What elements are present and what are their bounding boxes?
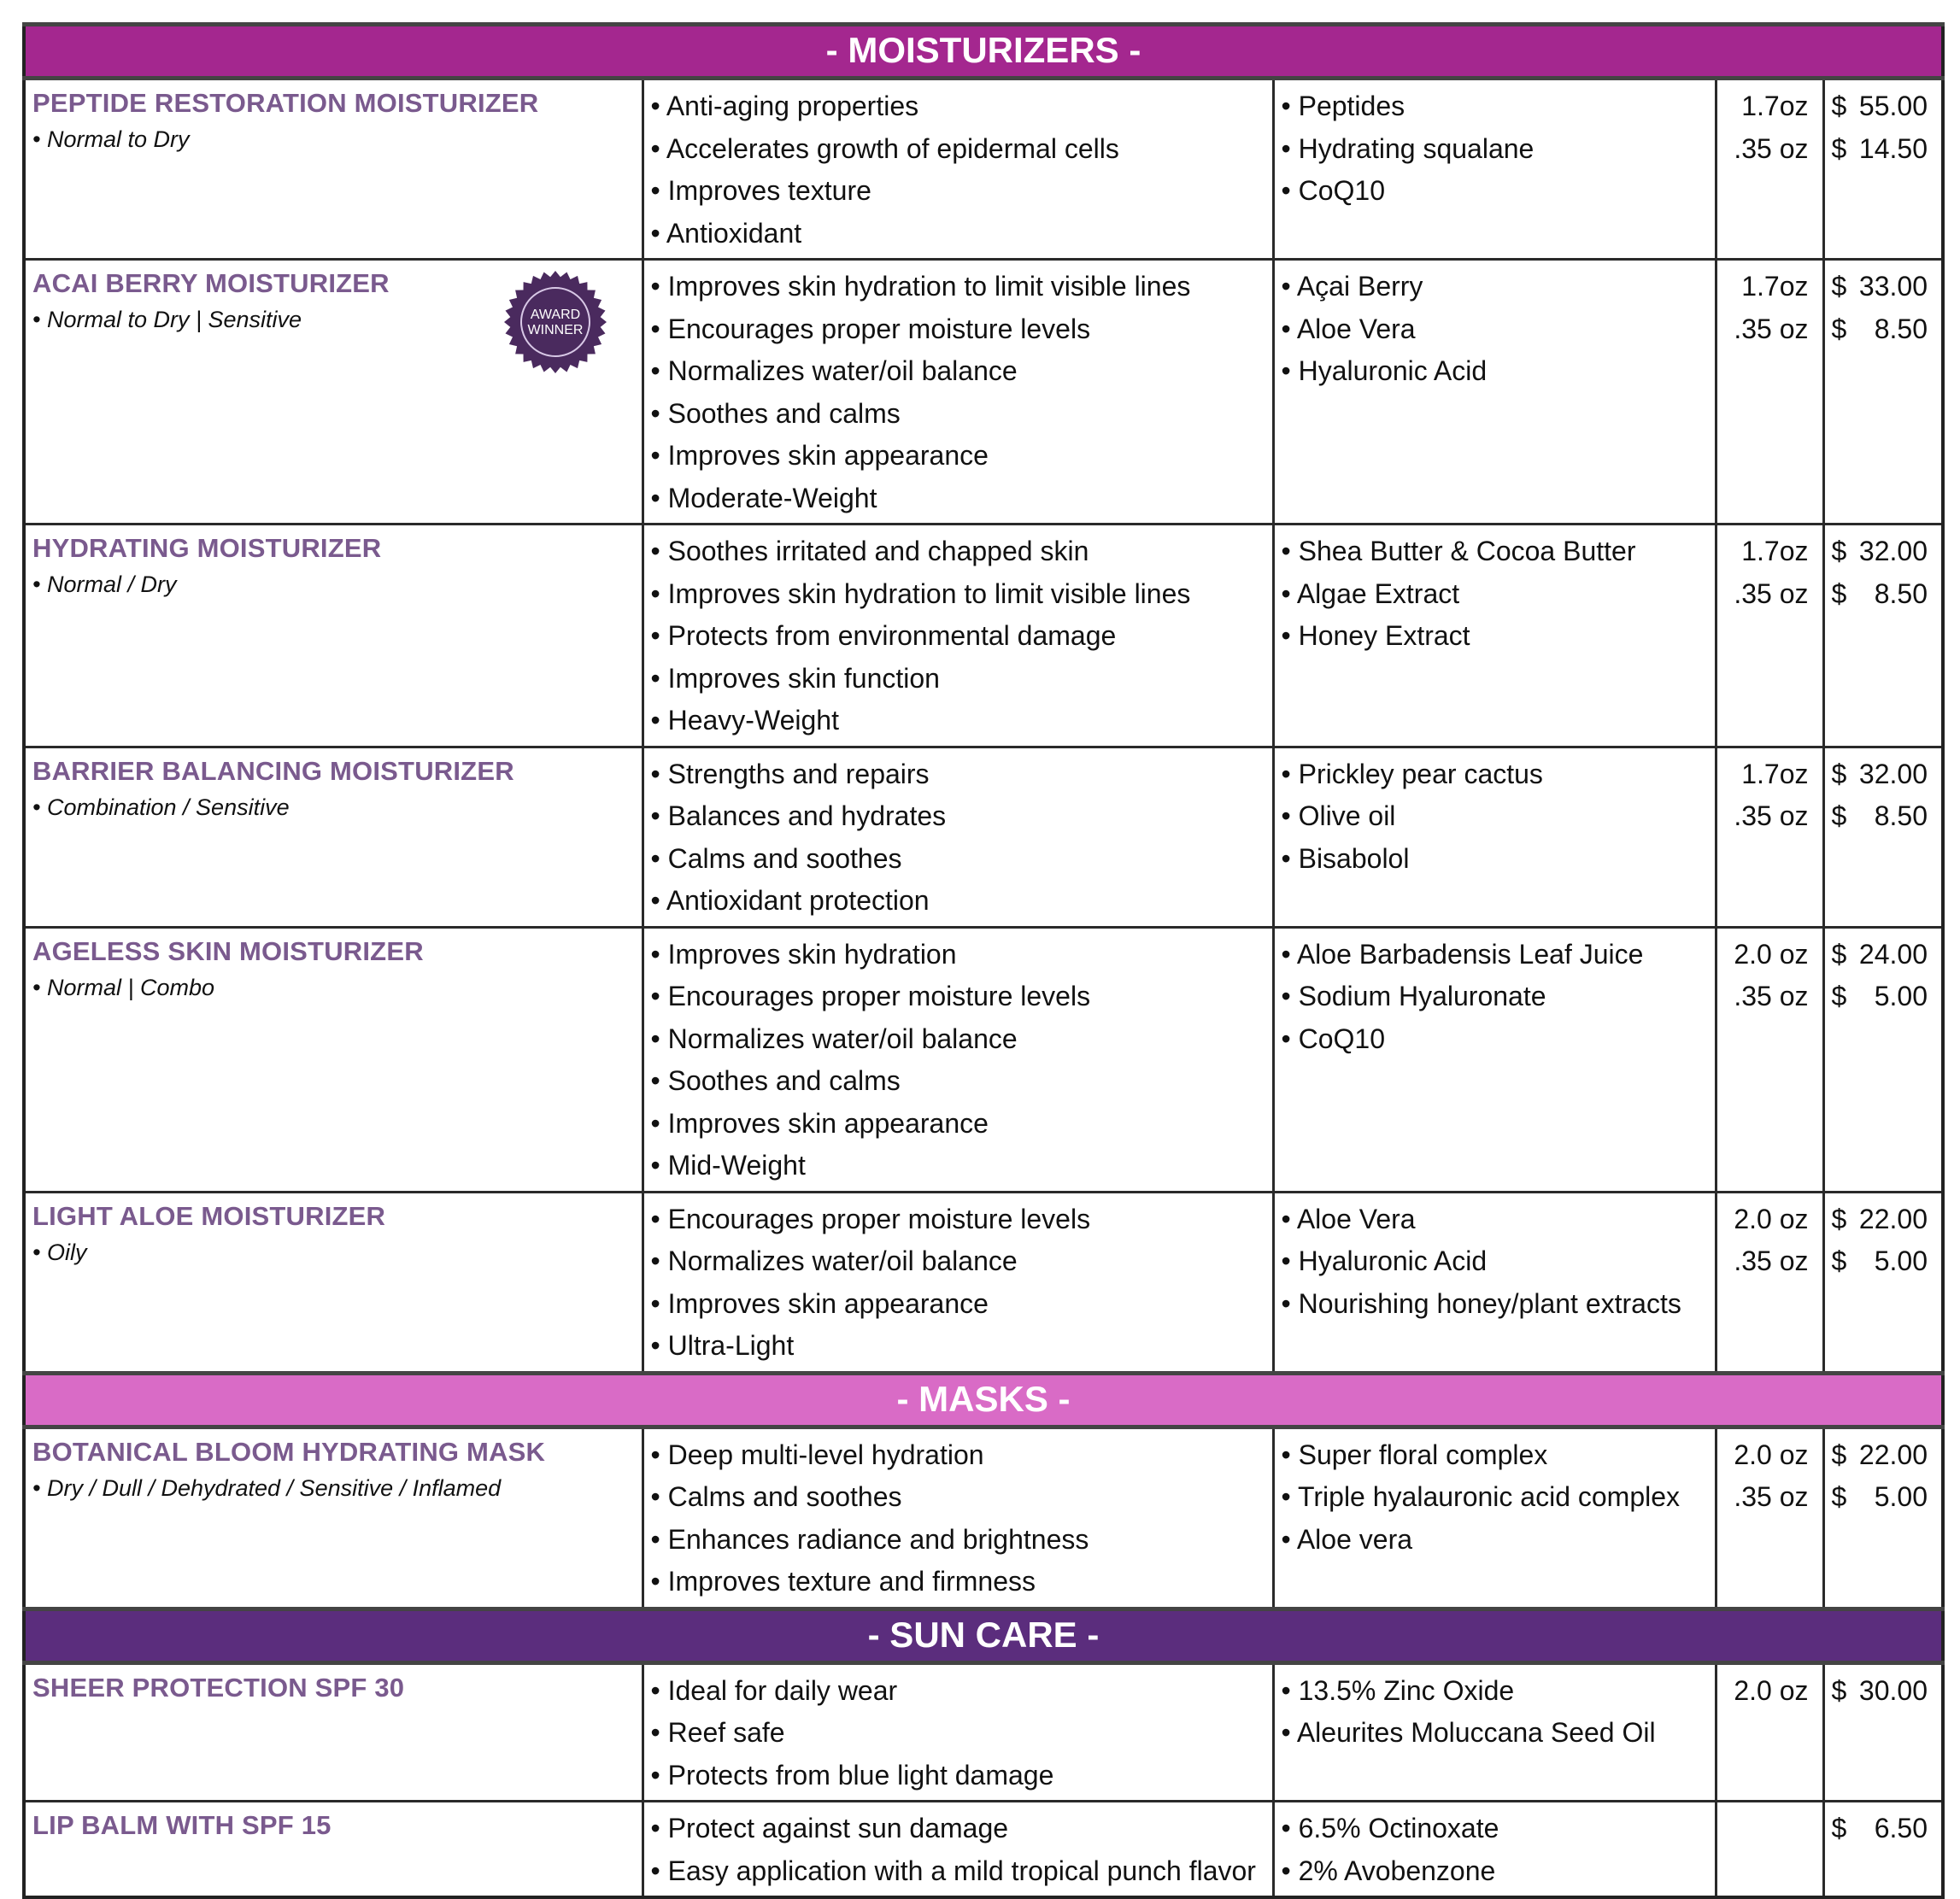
size-value: .35 oz: [1734, 981, 1809, 1011]
benefit-item: • Antioxidant: [650, 217, 802, 249]
benefit-item: • Heavy-Weight: [650, 705, 839, 736]
currency-symbol: $: [1831, 271, 1847, 302]
price-line: [1832, 1434, 1935, 1477]
size-cell: [1716, 927, 1823, 1192]
skin-type: • Normal / Dry: [32, 571, 177, 597]
price-value: 5.00: [1874, 1245, 1928, 1276]
size-value: .35 oz: [1734, 313, 1809, 344]
benefit-item: • Normalizes water/oil balance: [650, 1023, 1018, 1054]
benefits-cell: [643, 747, 1273, 927]
price-line: [1832, 753, 1935, 796]
benefit-item: • Protects from environmental damage: [650, 620, 1117, 651]
currency-symbol: $: [1831, 1203, 1847, 1234]
ingredient-item: • Hyaluronic Acid: [1281, 1245, 1488, 1276]
price-cell: [1823, 1802, 1943, 1898]
price-line: [1832, 128, 1935, 171]
price-cell: [1823, 1662, 1943, 1802]
ingredients-cell: [1273, 747, 1716, 927]
ingredient-item: • Sodium Hyaluronate: [1281, 981, 1546, 1011]
ingredient-item: • Prickley pear cactus: [1281, 758, 1543, 789]
product-row: [24, 79, 1943, 260]
ingredients-cell: [1273, 525, 1716, 747]
ingredient-item: • Aloe Vera: [1281, 313, 1416, 344]
benefits-cell: [643, 1192, 1273, 1373]
benefit-item: • Accelerates growth of epidermal cells: [650, 132, 1119, 164]
price-value: 8.50: [1874, 313, 1928, 344]
section-header: - MOISTURIZERS -: [24, 25, 1943, 79]
benefit-item: • Encourages proper moisture levels: [650, 1203, 1091, 1234]
price-value: 14.50: [1858, 132, 1928, 164]
benefits-cell: [643, 525, 1273, 747]
benefit-item: • Improves texture and firmness: [650, 1566, 1036, 1597]
skin-type: • Normal | Combo: [32, 974, 215, 1000]
product-name-cell: [24, 1802, 643, 1898]
price-value: 30.00: [1858, 1674, 1928, 1706]
price-line: [1832, 1240, 1935, 1283]
product-row: [24, 927, 1943, 1192]
benefit-item: • Mid-Weight: [650, 1150, 806, 1181]
benefit-item: • Reef safe: [650, 1717, 785, 1748]
price-line: [1832, 1476, 1935, 1519]
benefit-item: • Soothes and calms: [650, 397, 901, 429]
size-value: .35 oz: [1734, 132, 1809, 164]
product-name-cell: [24, 260, 643, 525]
benefit-item: • Easy application with a mild tropical punch flavor: [650, 1855, 1256, 1886]
price-value: 32.00: [1858, 758, 1928, 789]
size-value: 2.0 oz: [1734, 1203, 1809, 1234]
product-name: AGELESS SKIN MOISTURIZER: [32, 935, 424, 966]
price-value: 5.00: [1874, 1481, 1928, 1512]
section-header: - SUN CARE -: [24, 1609, 1943, 1662]
price-value: 22.00: [1858, 1439, 1928, 1470]
skin-type: • Dry / Dull / Dehydrated / Sensitive / Inflamed: [32, 1474, 502, 1501]
size-cell: [1716, 260, 1823, 525]
benefit-item: • Normalizes water/oil balance: [650, 1245, 1018, 1276]
product-name: LIGHT ALOE MOISTURIZER: [32, 1200, 386, 1231]
currency-symbol: $: [1831, 1245, 1847, 1276]
price-line: [1832, 795, 1935, 838]
benefits-cell: [643, 1427, 1273, 1609]
price-line: [1832, 85, 1935, 128]
product-row: [24, 1802, 1943, 1898]
skin-type: • Normal to Dry | Sensitive: [32, 307, 302, 332]
ingredient-item: • Nourishing honey/plant extracts: [1281, 1287, 1681, 1319]
benefit-item: • Improves skin hydration to limit visible lines: [650, 271, 1191, 302]
price-cell: [1823, 260, 1943, 525]
price-line: [1832, 1808, 1935, 1850]
currency-symbol: $: [1831, 577, 1847, 609]
product-row: [24, 747, 1943, 927]
price-line: [1832, 934, 1935, 976]
product-name: ACAI BERRY MOISTURIZER: [32, 268, 390, 298]
product-name-cell: [24, 525, 643, 747]
benefit-item: • Calms and soothes: [650, 842, 902, 874]
product-name: PEPTIDE RESTORATION MOISTURIZER: [32, 88, 539, 118]
benefit-item: • Protect against sun damage: [650, 1813, 1009, 1843]
currency-symbol: $: [1831, 1674, 1847, 1706]
benefits-cell: [643, 1802, 1273, 1898]
ingredient-item: • Hydrating squalane: [1281, 132, 1535, 164]
size-value: .35 oz: [1734, 577, 1809, 609]
section-header: - MASKS -: [24, 1373, 1943, 1427]
ingredient-item: • CoQ10: [1281, 1023, 1385, 1054]
ingredient-item: • 6.5% Octinoxate: [1281, 1813, 1499, 1843]
product-row: [24, 1662, 1943, 1802]
size-value: 1.7oz: [1741, 91, 1809, 121]
product-name: SHEER PROTECTION SPF 30: [32, 1672, 405, 1703]
product-name-cell: [24, 79, 643, 260]
ingredient-item: • Peptides: [1281, 91, 1405, 121]
price-line: [1832, 266, 1935, 308]
price-cell: [1823, 1192, 1943, 1373]
size-cell: [1716, 1802, 1823, 1898]
benefits-cell: [643, 79, 1273, 260]
benefit-item: • Protects from blue light damage: [650, 1759, 1054, 1791]
benefit-item: • Deep multi-level hydration: [650, 1439, 984, 1470]
benefit-item: • Strengths and repairs: [650, 758, 930, 789]
size-value: 1.7oz: [1741, 271, 1809, 302]
benefit-item: • Ideal for daily wear: [650, 1674, 898, 1706]
ingredients-cell: [1273, 927, 1716, 1192]
price-cell: [1823, 79, 1943, 260]
currency-symbol: $: [1831, 313, 1847, 344]
ingredients-cell: [1273, 79, 1716, 260]
benefits-cell: [643, 1662, 1273, 1802]
skin-type: • Normal to Dry: [32, 126, 190, 152]
award-winner-badge-icon: [502, 269, 608, 375]
ingredient-item: • Bisabolol: [1281, 842, 1410, 874]
benefit-item: • Calms and soothes: [650, 1481, 902, 1512]
benefit-item: • Improves skin hydration to limit visible lines: [650, 577, 1191, 609]
ingredient-item: • Olive oil: [1281, 800, 1396, 831]
benefit-item: • Soothes irritated and chapped skin: [650, 536, 1089, 566]
svg-text:WINNER: WINNER: [527, 323, 584, 337]
size-cell: [1716, 1192, 1823, 1373]
benefit-item: • Improves skin appearance: [650, 1287, 989, 1319]
currency-symbol: $: [1831, 536, 1847, 566]
ingredients-cell: [1273, 260, 1716, 525]
size-value: .35 oz: [1734, 800, 1809, 831]
currency-symbol: $: [1831, 1439, 1847, 1470]
ingredient-item: • Shea Butter & Cocoa Butter: [1281, 536, 1636, 566]
price-cell: [1823, 525, 1943, 747]
product-name-cell: [24, 1192, 643, 1373]
price-value: 8.50: [1874, 577, 1928, 609]
price-value: 8.50: [1874, 800, 1928, 831]
currency-symbol: $: [1831, 800, 1847, 831]
currency-symbol: $: [1831, 938, 1847, 970]
ingredient-item: • Aloe vera: [1281, 1523, 1413, 1555]
product-name-cell: [24, 1662, 643, 1802]
ingredient-item: • Honey Extract: [1281, 620, 1470, 651]
ingredient-item: • Aloe Barbadensis Leaf Juice: [1281, 938, 1644, 970]
product-price-sheet: [22, 22, 1941, 1899]
size-value: .35 oz: [1734, 1245, 1809, 1276]
ingredient-item: • CoQ10: [1281, 175, 1385, 206]
size-value: 2.0 oz: [1734, 1439, 1809, 1470]
benefit-item: • Ultra-Light: [650, 1330, 795, 1361]
currency-symbol: $: [1831, 1813, 1847, 1843]
ingredient-item: • Aleurites Moluccana Seed Oil: [1281, 1717, 1656, 1748]
currency-symbol: $: [1831, 981, 1847, 1011]
benefit-item: • Improves skin function: [650, 662, 940, 694]
ingredient-item: • Triple hyalauronic acid complex: [1281, 1481, 1681, 1512]
price-line: [1832, 1199, 1935, 1241]
section-header-row: [24, 1609, 1943, 1662]
price-value: 55.00: [1858, 91, 1928, 121]
svg-text:AWARD: AWARD: [530, 308, 581, 322]
ingredient-item: • 13.5% Zinc Oxide: [1281, 1674, 1515, 1706]
size-cell: [1716, 525, 1823, 747]
benefit-item: • Anti-aging properties: [650, 91, 919, 121]
price-value: 22.00: [1858, 1203, 1928, 1234]
ingredient-item: • 2% Avobenzone: [1281, 1855, 1496, 1886]
size-cell: [1716, 1662, 1823, 1802]
ingredient-item: • Aloe Vera: [1281, 1203, 1416, 1234]
benefit-item: • Balances and hydrates: [650, 800, 947, 831]
benefit-item: • Improves skin appearance: [650, 1107, 989, 1139]
price-line: [1832, 573, 1935, 616]
section-header-row: [24, 25, 1943, 79]
ingredients-cell: [1273, 1427, 1716, 1609]
product-table: [22, 22, 1945, 1899]
ingredient-item: • Algae Extract: [1281, 577, 1460, 609]
product-row: [24, 1192, 1943, 1373]
ingredients-cell: [1273, 1802, 1716, 1898]
size-cell: [1716, 1427, 1823, 1609]
currency-symbol: $: [1831, 1481, 1847, 1512]
price-cell: [1823, 927, 1943, 1192]
benefit-item: • Improves skin hydration: [650, 938, 957, 970]
product-name: HYDRATING MOISTURIZER: [32, 533, 382, 563]
product-name-cell: [24, 1427, 643, 1609]
product-row: [24, 1427, 1943, 1609]
price-value: 5.00: [1874, 981, 1928, 1011]
size-value: .35 oz: [1734, 1481, 1809, 1512]
price-line: [1832, 1670, 1935, 1713]
price-value: 6.50: [1874, 1813, 1928, 1843]
ingredient-item: • Açai Berry: [1281, 271, 1423, 302]
size-cell: [1716, 79, 1823, 260]
ingredients-cell: [1273, 1192, 1716, 1373]
benefits-cell: [643, 260, 1273, 525]
benefit-item: • Antioxidant protection: [650, 885, 930, 916]
price-value: 32.00: [1858, 536, 1928, 566]
section-header-row: [24, 1373, 1943, 1427]
benefits-cell: [643, 927, 1273, 1192]
ingredient-item: • Hyaluronic Acid: [1281, 355, 1488, 386]
price-line: [1832, 976, 1935, 1018]
size-value: 2.0 oz: [1734, 1674, 1809, 1706]
product-name: LIP BALM WITH SPF 15: [32, 1810, 332, 1840]
product-name-cell: [24, 927, 643, 1192]
product-row: [24, 525, 1943, 747]
benefit-item: • Improves skin appearance: [650, 440, 989, 471]
size-value: 2.0 oz: [1734, 938, 1809, 970]
price-line: [1832, 530, 1935, 573]
product-name: BARRIER BALANCING MOISTURIZER: [32, 755, 514, 786]
benefit-item: • Encourages proper moisture levels: [650, 313, 1091, 344]
price-cell: [1823, 1427, 1943, 1609]
product-name: BOTANICAL BLOOM HYDRATING MASK: [32, 1436, 546, 1467]
price-cell: [1823, 747, 1943, 927]
benefit-item: • Enhances radiance and brightness: [650, 1523, 1089, 1555]
size-value: 1.7oz: [1741, 536, 1809, 566]
skin-type: • Combination / Sensitive: [32, 794, 290, 820]
ingredients-cell: [1273, 1662, 1716, 1802]
price-value: 33.00: [1858, 271, 1928, 302]
benefit-item: • Normalizes water/oil balance: [650, 355, 1018, 386]
currency-symbol: $: [1831, 132, 1847, 164]
skin-type: • Oily: [32, 1239, 87, 1265]
benefit-item: • Moderate-Weight: [650, 482, 877, 513]
benefit-item: • Improves texture: [650, 175, 871, 206]
size-value: 1.7oz: [1741, 758, 1809, 789]
size-cell: [1716, 747, 1823, 927]
currency-symbol: $: [1831, 91, 1847, 121]
currency-symbol: $: [1831, 758, 1847, 789]
benefit-item: • Soothes and calms: [650, 1065, 901, 1096]
product-name-cell: [24, 747, 643, 927]
product-row: [24, 260, 1943, 525]
ingredient-item: • Super floral complex: [1281, 1439, 1548, 1470]
price-line: [1832, 308, 1935, 351]
product-table-body: [24, 25, 1943, 1898]
price-value: 24.00: [1858, 938, 1928, 970]
benefit-item: • Encourages proper moisture levels: [650, 981, 1091, 1011]
